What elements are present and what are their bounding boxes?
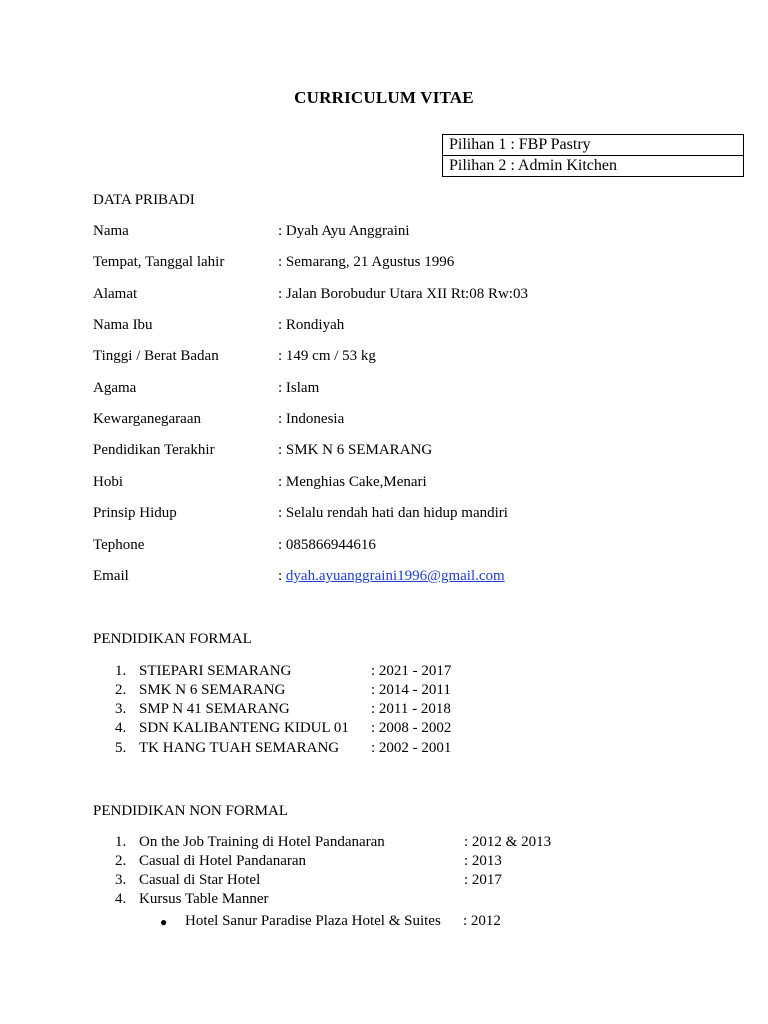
job-choice-1: Pilihan 1 : FBP Pastry	[449, 136, 591, 153]
document-title: CURRICULUM VITAE	[294, 88, 474, 107]
field-value: : Indonesia	[278, 411, 345, 427]
training-years: : 2013	[464, 853, 502, 869]
training-name: On the Job Training di Hotel Pandanaran	[139, 834, 385, 850]
field-row-nama	[93, 223, 733, 243]
training-years: : 2017	[464, 872, 502, 888]
formal-item	[115, 682, 715, 701]
training-venue: Hotel Sanur Paradise Plaza Hotel & Suites	[185, 913, 441, 929]
training-name: Kursus Table Manner	[139, 891, 269, 907]
school-name: SMP N 41 SEMARANG	[139, 701, 290, 717]
nonformal-sub-item	[160, 913, 720, 932]
training-name: Casual di Star Hotel	[139, 872, 261, 888]
school-name: SDN KALIBANTENG KIDUL 01	[139, 720, 349, 736]
training-name: Casual di Hotel Pandanaran	[139, 853, 307, 869]
item-number: 3.	[115, 872, 127, 888]
school-name: SMK N 6 SEMARANG	[139, 682, 286, 698]
item-number: 2.	[115, 853, 127, 869]
nonformal-item	[115, 853, 715, 872]
job-choice-box	[442, 134, 744, 177]
field-row-hobby	[93, 474, 733, 494]
school-name: STIEPARI SEMARANG	[139, 663, 292, 679]
field-label: Tempat, Tanggal lahir	[93, 254, 225, 270]
field-label: Nama Ibu	[93, 317, 153, 333]
personal-data-heading: DATA PRIBADI	[93, 192, 195, 208]
field-value: : Semarang, 21 Agustus 1996	[278, 254, 455, 270]
item-number: 1.	[115, 663, 127, 679]
field-label: Pendidikan Terakhir	[93, 442, 215, 458]
item-number: 3.	[115, 701, 127, 717]
field-value: : Menghias Cake,Menari	[278, 474, 427, 490]
nonformal-item	[115, 834, 715, 853]
field-row-address	[93, 286, 733, 306]
field-label: Prinsip Hidup	[93, 505, 177, 521]
field-row-email	[93, 568, 733, 588]
item-number: 1.	[115, 834, 127, 850]
training-years: : 2012	[463, 913, 501, 929]
field-label: Tinggi / Berat Badan	[93, 348, 219, 364]
school-name: TK HANG TUAH SEMARANG	[139, 740, 340, 756]
field-row-religion	[93, 380, 733, 400]
item-number: 5.	[115, 740, 127, 756]
nonformal-education-heading: PENDIDIKAN NON FORMAL	[93, 803, 288, 819]
field-value: : Selalu rendah hati dan hidup mandiri	[278, 505, 508, 521]
formal-item	[115, 720, 715, 739]
formal-item	[115, 663, 715, 682]
item-number: 4.	[115, 720, 127, 736]
formal-item	[115, 701, 715, 720]
bullet-icon: ●	[160, 915, 168, 929]
email-prefix: :	[278, 568, 286, 584]
job-choice-2: Pilihan 2 : Admin Kitchen	[443, 155, 743, 176]
field-row-principle	[93, 505, 733, 525]
field-value: : Jalan Borobudur Utara XII Rt:08 Rw:03	[278, 286, 528, 302]
nonformal-item	[115, 872, 715, 891]
school-years: : 2011 - 2018	[371, 701, 451, 717]
field-value: : Islam	[278, 380, 320, 396]
field-row-phone	[93, 537, 733, 557]
field-value: : Rondiyah	[278, 317, 345, 333]
field-label: Kewarganegaraan	[93, 411, 201, 427]
formal-item	[115, 740, 715, 759]
field-label: Alamat	[93, 286, 138, 302]
item-number: 2.	[115, 682, 127, 698]
field-label: Hobi	[93, 474, 123, 490]
field-row-last-education	[93, 442, 733, 462]
field-value: : 085866944616	[278, 537, 376, 553]
training-years: : 2012 & 2013	[464, 834, 552, 850]
field-label: Email	[93, 568, 129, 584]
field-row-birth	[93, 254, 733, 274]
nonformal-item	[115, 891, 715, 910]
field-value: : 149 cm / 53 kg	[278, 348, 376, 364]
school-years: : 2014 - 2011	[371, 682, 451, 698]
email-value-wrap	[278, 568, 505, 585]
field-label: Tephone	[93, 537, 145, 553]
school-years: : 2008 - 2002	[371, 720, 452, 736]
email-link[interactable]: dyah.ayuanggraini1996@gmail.com	[285, 568, 505, 584]
field-value: : SMK N 6 SEMARANG	[278, 442, 433, 458]
field-row-nationality	[93, 411, 733, 431]
formal-education-heading: PENDIDIKAN FORMAL	[93, 631, 252, 647]
field-label: Agama	[93, 380, 137, 396]
school-years: : 2021 - 2017	[371, 663, 452, 679]
field-row-height-weight	[93, 348, 733, 368]
item-number: 4.	[115, 891, 127, 907]
field-value: : Dyah Ayu Anggraini	[278, 223, 410, 239]
school-years: : 2002 - 2001	[371, 740, 452, 756]
field-label: Nama	[93, 223, 129, 239]
field-row-mother	[93, 317, 733, 337]
